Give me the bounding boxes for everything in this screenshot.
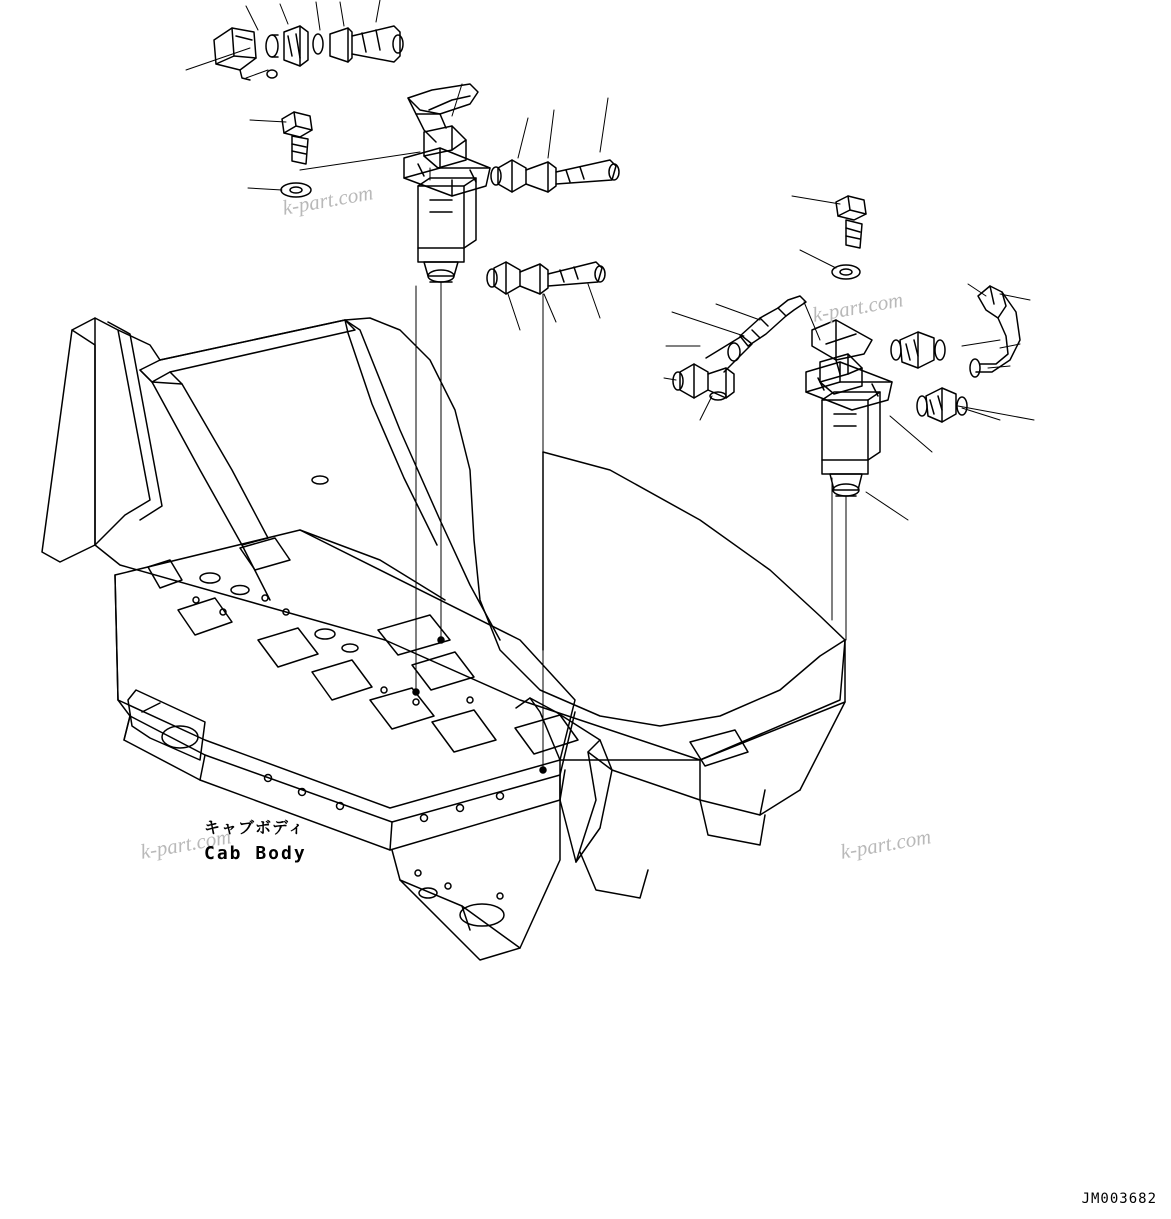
watermark: k-part.com [280, 180, 375, 220]
left-valve-assembly [186, 0, 619, 773]
caption-japanese: キャブボディ [204, 818, 305, 837]
right-valve-assembly [664, 196, 1034, 640]
caption-english: Cab Body [204, 843, 307, 864]
drawing-number: JM003682 [1081, 1191, 1157, 1207]
watermark: k-part.com [810, 287, 905, 327]
watermark: k-part.com [138, 824, 233, 864]
watermark: k-part.com [838, 824, 933, 864]
